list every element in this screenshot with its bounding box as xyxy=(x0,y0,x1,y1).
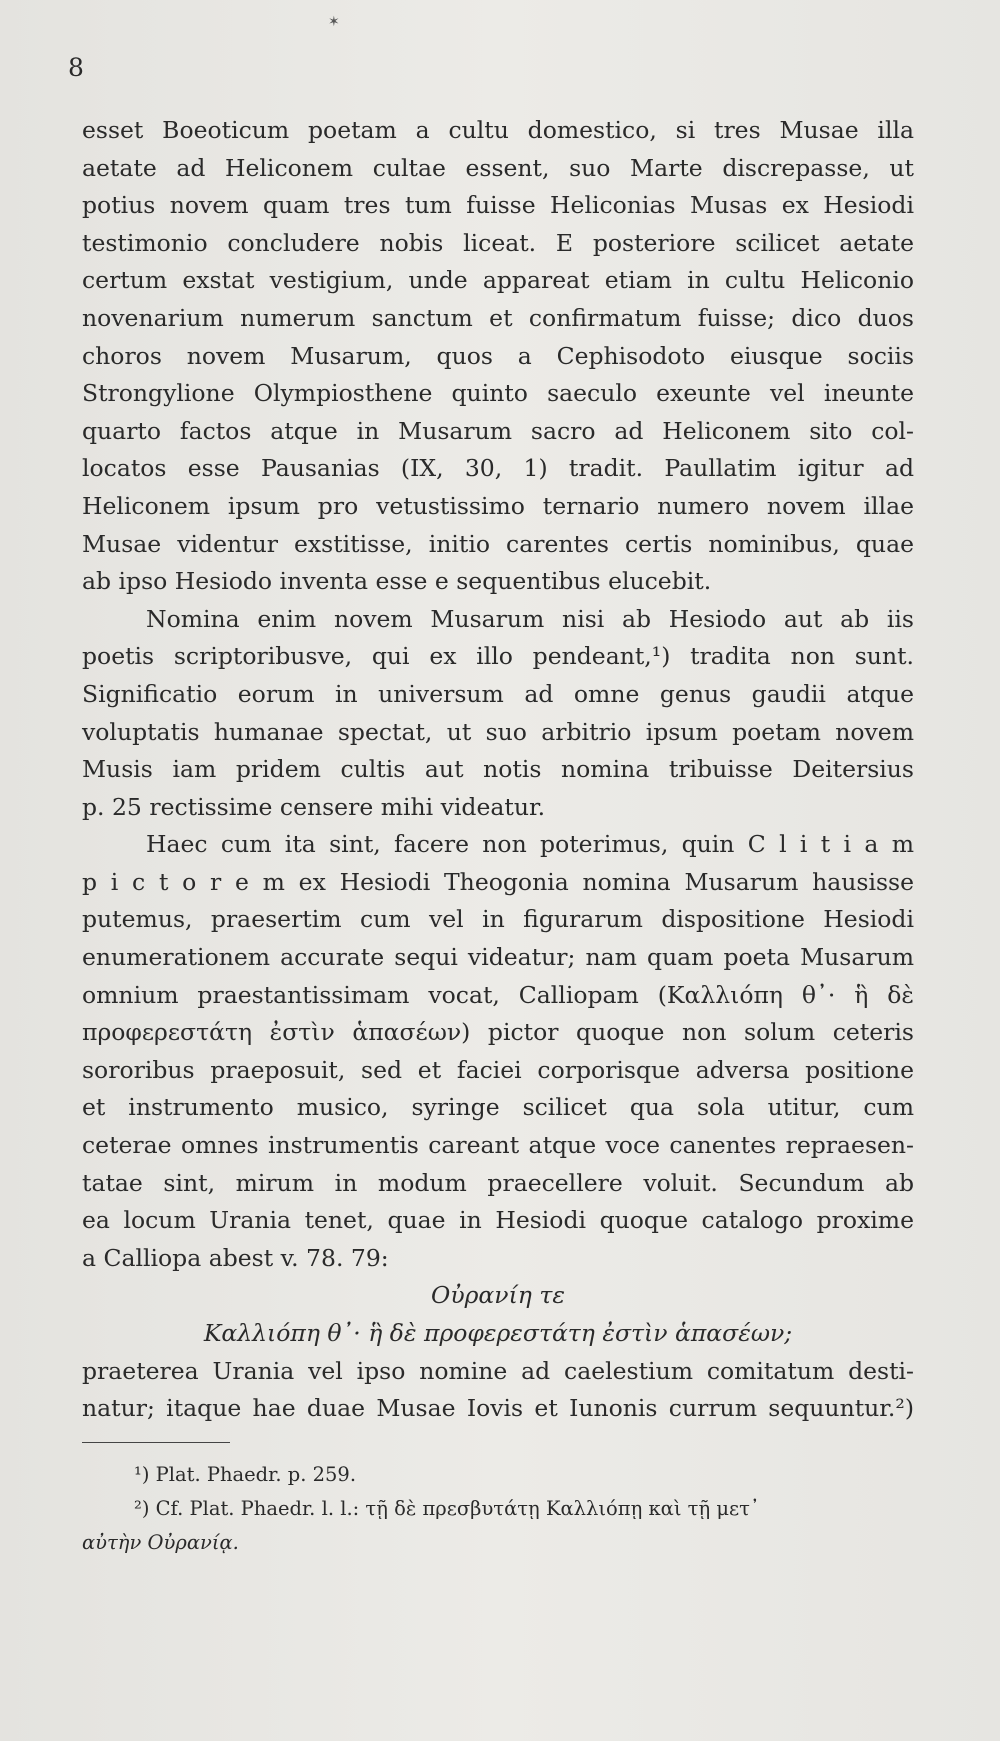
text-line: poetis scriptoribusve, qui ex illo pendeant,¹) tradita non sunt. xyxy=(82,642,914,671)
text-line: tatae sint, mirum in modum praecellere voluit. Secundum ab xyxy=(82,1168,914,1197)
text-line: p i c t o r e m ex Hesiodi Theogonia nomina Musarum hausisse xyxy=(82,867,914,896)
text-line: ea locum Urania tenet, quae in Hesiodi quoque catalogo proxime xyxy=(82,1206,914,1235)
footnote-1: ¹) Plat. Phaedr. p. 259. xyxy=(134,1463,357,1486)
text-line: natur; itaque hae duae Musae Iovis et Iunonis currum sequuntur.²) xyxy=(82,1394,914,1423)
text-line: ab ipso Hesiodo inventa esse e sequentibus elucebit. xyxy=(82,567,712,596)
text-line: testimonio concludere nobis liceat. E posteriore scilicet aetate xyxy=(82,228,914,257)
text-line: potius novem quam tres tum fuisse Heliconias Musas ex Hesiodi xyxy=(82,191,914,220)
text-line: Haec cum ita sint, facere non poterimus, quin C l i t i a m xyxy=(146,830,914,859)
text-line: putemus, praesertim cum vel in figurarum dispositione Hesiodi xyxy=(82,905,914,934)
footnotes xyxy=(82,1458,914,1560)
text-line: choros novem Musarum, quos a Cephisodoto eiusque sociis xyxy=(82,341,914,370)
text-line: Heliconem ipsum pro vetustissimo ternario numero novem illae xyxy=(82,491,914,520)
text-line: aetate ad Heliconem cultae essent, suo Marte discrepasse, ut xyxy=(82,153,914,182)
text-line: Musis iam pridem cultis aut notis nomina tribuisse Deitersius xyxy=(82,755,914,784)
text-line: novenarium numerum sanctum et confirmatum fuisse; dico duos xyxy=(82,303,914,332)
text-line: Musae videntur exstitisse, initio carentes certis nominibus, quae xyxy=(82,529,914,558)
ink-mark: ✶ xyxy=(328,14,340,30)
footnote-divider xyxy=(82,1442,230,1443)
text-line: a Calliopa abest v. 78. 79: xyxy=(82,1243,389,1272)
text-line: esset Boeoticum poetam a cultu domestico, si tres Musae illa xyxy=(82,116,914,144)
text-line: voluptatis humanae spectat, ut suo arbitrio ipsum poetam novem xyxy=(82,717,914,746)
text-line: et instrumento musico, syringe scilicet qua sola utitur, cum xyxy=(82,1093,914,1122)
text-line: ceterae omnes instrumentis careant atque voce canentes repraesen- xyxy=(82,1131,914,1160)
text-line: προφερεστάτη ἐστὶν ἁπασέων) pictor quoque non solum ceteris xyxy=(82,1018,914,1047)
page-number: 8 xyxy=(68,53,84,82)
verse-line: Οὐρανίη τε xyxy=(431,1281,565,1310)
text-line: certum exstat vestigium, unde appareat etiam in cultu Heliconio xyxy=(82,266,914,295)
text-line: p. 25 rectissime censere mihi videatur. xyxy=(82,792,546,821)
verse-line: Καλλιόπη θ᾽· ἣ δὲ προφερεστάτη ἐστὶν ἁπασέων; xyxy=(203,1319,793,1347)
footnote-2-continued: αὐτὴν Οὐρανίᾳ. xyxy=(82,1531,239,1554)
text-line: sororibus praeposuit, sed et faciei corporisque adversa positione xyxy=(82,1055,914,1084)
text-line: Strongylione Olympiosthene quinto saeculo exeunte vel ineunte xyxy=(82,379,914,408)
main-text xyxy=(82,112,914,1428)
footnote-2: ²) Cf. Plat. Phaedr. l. l.: τῇ δὲ πρεσβυτάτῃ Καλλιόπῃ καὶ τῇ μετ᾽ xyxy=(134,1497,760,1520)
text-line: omnium praestantissimam vocat, Calliopam (Καλλιόπη θ᾽· ἣ δὲ xyxy=(82,980,914,1009)
text-line: Nomina enim novem Musarum nisi ab Hesiodo aut ab iis xyxy=(146,604,914,633)
text-line: Significatio eorum in universum ad omne genus gaudii atque xyxy=(82,679,914,708)
text-line: locatos esse Pausanias (IX, 30, 1) tradit. Paullatim igitur ad xyxy=(82,454,914,483)
text-line: quarto factos atque in Musarum sacro ad Heliconem sito col- xyxy=(82,416,914,445)
text-line: praeterea Urania vel ipso nomine ad caelestium comitatum desti- xyxy=(82,1356,914,1385)
text-line: enumerationem accurate sequi videatur; nam quam poeta Musarum xyxy=(82,943,914,972)
